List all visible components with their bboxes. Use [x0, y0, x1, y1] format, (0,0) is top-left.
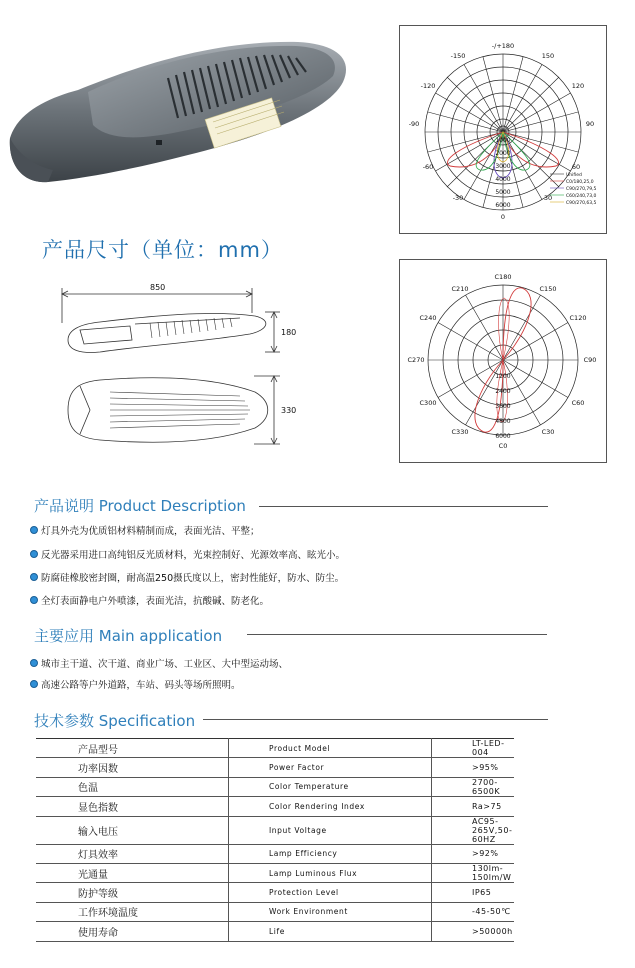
angle-label: C180	[494, 273, 512, 281]
legend-entry: C60/240,73,0	[566, 194, 597, 199]
spec-value: >50000h	[432, 922, 515, 941]
table-row	[36, 816, 514, 844]
radial-label: 2000	[495, 150, 511, 157]
spec-cn: 灯具效率	[36, 844, 229, 863]
height-label: 180	[281, 328, 297, 337]
angle-label: C90	[583, 356, 597, 364]
polar-diagram-1	[400, 26, 606, 233]
legend-entry: C90/270,63,5	[566, 201, 597, 206]
angle-label: -90	[408, 120, 420, 128]
spec-cn: 产品型号	[36, 739, 229, 758]
specification-title: 技术参数 Specification	[34, 712, 196, 730]
length-label: 850	[150, 283, 166, 292]
bullet-icon	[30, 680, 38, 688]
spec-value: 130lm-150lm/W	[432, 863, 515, 882]
table-row	[36, 739, 514, 758]
angle-label: C120	[569, 314, 587, 322]
spec-cn: 光通量	[36, 863, 229, 882]
list-item: 反光器采用进口高纯铝反光质材料，光束控制好、光源效率高、眩光小。	[30, 547, 345, 561]
spec-en: Power Factor	[229, 758, 432, 777]
angle-label: 150	[541, 52, 555, 60]
spec-en: Protection Level	[229, 883, 432, 902]
bullet-icon	[30, 526, 38, 534]
spec-en: Color Temperature	[229, 777, 432, 796]
dimensions-title: 产品尺寸（单位：mm）	[42, 238, 283, 262]
table-row	[36, 758, 514, 777]
spec-value: >92%	[432, 844, 515, 863]
spec-value: AC95-265V,50-60HZ	[432, 816, 515, 844]
legend-entry: Unified	[566, 173, 582, 178]
angle-label: -30	[452, 194, 464, 202]
bullet-icon	[30, 596, 38, 604]
spec-en: Color Rendering Index	[229, 797, 432, 816]
spec-value: >95%	[432, 758, 515, 777]
spec-en: Lamp Efficiency	[229, 844, 432, 863]
table-row	[36, 922, 514, 941]
list-item: 城市主干道、次干道、商业广场、工业区、大中型运动场、	[30, 656, 288, 670]
angle-label: C30	[541, 428, 555, 436]
list-item: 灯具外壳为优质铝材料精制而成，表面光洁、平整；	[30, 523, 260, 537]
spec-value: Ra>75	[432, 797, 515, 816]
radial-label: 5000	[495, 189, 511, 196]
angle-label: C210	[451, 285, 469, 293]
radial-label: 3600	[495, 403, 511, 410]
spec-cn: 色温	[36, 777, 229, 796]
spec-en: Life	[229, 922, 432, 941]
angle-label: 60	[571, 163, 581, 171]
radial-label: 6000	[495, 433, 511, 440]
application-divider	[247, 634, 547, 635]
list-item: 全灯表面静电户外喷漆，表面光洁，抗酸碱、防老化。	[30, 593, 269, 607]
light-distribution-chart	[399, 259, 607, 463]
table-row	[36, 797, 514, 816]
spec-cn: 工作环境温度	[36, 902, 229, 921]
angle-label: -60	[422, 163, 434, 171]
angle-label: C60	[571, 399, 585, 407]
legend-entry: C90/270,79,5	[566, 187, 597, 192]
angle-label: C270	[407, 356, 425, 364]
table-row	[36, 844, 514, 863]
radial-label: 6000	[495, 202, 511, 209]
table-row	[36, 863, 514, 882]
bullet-icon	[30, 573, 38, 581]
table-row	[36, 777, 514, 796]
angle-label: -150	[450, 52, 466, 60]
radial-label: 1200	[495, 373, 511, 380]
description-divider	[259, 506, 548, 507]
product-photo	[8, 20, 358, 200]
angle-label: C0	[498, 442, 508, 450]
angle-label: C150	[539, 285, 557, 293]
angle-label: C300	[419, 399, 437, 407]
polar-diagram-2	[400, 260, 606, 462]
angle-label: 30	[543, 194, 553, 202]
angle-label: 90	[585, 120, 595, 128]
spec-en: Lamp Luminous Flux	[229, 863, 432, 882]
spec-cn: 显色指数	[36, 797, 229, 816]
spec-value: 2700-6500K	[432, 777, 515, 796]
description-title: 产品说明 Product Description	[34, 497, 246, 515]
luminous-intensity-chart	[399, 25, 607, 234]
spec-cn: 使用寿命	[36, 922, 229, 941]
angle-label: 120	[571, 82, 585, 90]
radial-label: 4000	[495, 176, 511, 183]
angle-label: 0	[500, 213, 506, 221]
spec-cn: 功率因数	[36, 758, 229, 777]
angle-label: -120	[420, 82, 436, 90]
dimension-drawing	[40, 268, 350, 468]
spec-table	[36, 738, 514, 942]
bullet-icon	[30, 550, 38, 558]
specification-divider	[203, 719, 548, 720]
radial-label: 3000	[495, 163, 511, 170]
spec-en: Input Voltage	[229, 816, 432, 844]
spec-value: LT-LED-004	[432, 739, 515, 758]
spec-value: -45-50℃	[432, 902, 515, 921]
table-row	[36, 883, 514, 902]
bullet-icon	[30, 659, 38, 667]
radial-label: 1000	[495, 137, 511, 144]
table-row	[36, 902, 514, 921]
spec-en: Work Environment	[229, 902, 432, 921]
legend-entry: C0/180,25,0	[566, 180, 594, 185]
spec-cn: 防护等级	[36, 883, 229, 902]
width-label: 330	[281, 406, 297, 415]
spec-value: IP65	[432, 883, 515, 902]
list-item: 高速公路等户外道路，车站、码头等场所照明。	[30, 677, 241, 691]
angle-label: C330	[451, 428, 469, 436]
list-item: 防腐硅橡胶密封圈，耐高温250摄氏度以上，密封性能好，防水、防尘。	[30, 570, 344, 584]
angle-label: C240	[419, 314, 437, 322]
application-title: 主要应用 Main application	[34, 627, 223, 645]
radial-label: 2400	[495, 388, 511, 395]
spec-en: Product Model	[229, 739, 432, 758]
radial-label: 4800	[495, 418, 511, 425]
angle-label: -/+180	[491, 42, 515, 50]
spec-cn: 输入电压	[36, 816, 229, 844]
